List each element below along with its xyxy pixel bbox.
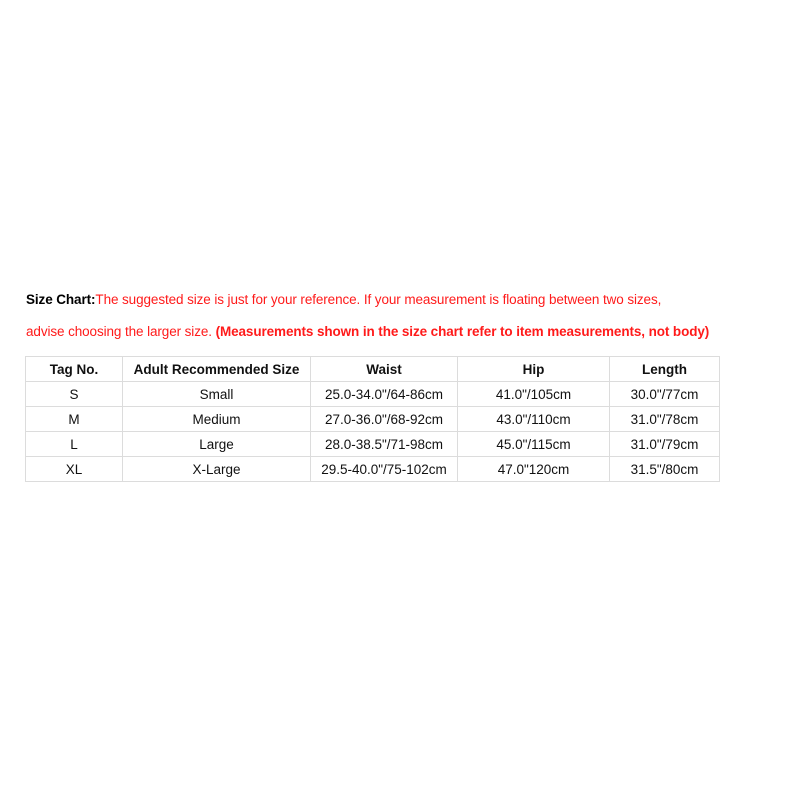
cell-waist: 29.5-40.0"/75-102cm <box>311 457 458 482</box>
cell-size: Small <box>123 382 311 407</box>
header-length: Length <box>610 357 720 382</box>
header-waist: Waist <box>311 357 458 382</box>
header-hip: Hip <box>458 357 610 382</box>
table-row <box>26 407 720 432</box>
size-chart-table <box>25 356 720 482</box>
cell-length: 31.0"/78cm <box>610 407 720 432</box>
size-chart-note-line-1 <box>26 292 661 307</box>
measurement-disclaimer: (Measurements shown in the size chart refer to item measurements, not body) <box>215 324 710 339</box>
cell-length: 31.0"/79cm <box>610 432 720 457</box>
cell-tag: XL <box>26 457 123 482</box>
size-chart-note-line-2 <box>26 324 709 339</box>
cell-hip: 41.0"/105cm <box>458 382 610 407</box>
table-row <box>26 382 720 407</box>
cell-size: Large <box>123 432 311 457</box>
cell-length: 31.5"/80cm <box>610 457 720 482</box>
cell-waist: 27.0-36.0"/68-92cm <box>311 407 458 432</box>
table-header-row <box>26 357 720 382</box>
cell-hip: 43.0"/110cm <box>458 407 610 432</box>
cell-tag: M <box>26 407 123 432</box>
cell-tag: S <box>26 382 123 407</box>
cell-waist: 28.0-38.5"/71-98cm <box>311 432 458 457</box>
cell-hip: 47.0"120cm <box>458 457 610 482</box>
size-advice-text: The suggested size is just for your reference. If your measurement is floating between two sizes, <box>95 292 662 307</box>
table-row <box>26 432 720 457</box>
header-adult-recommended-size: Adult Recommended Size <box>123 357 311 382</box>
cell-size: X-Large <box>123 457 311 482</box>
size-chart-label: Size Chart: <box>26 292 96 307</box>
table-row <box>26 457 720 482</box>
cell-hip: 45.0"/115cm <box>458 432 610 457</box>
cell-tag: L <box>26 432 123 457</box>
cell-size: Medium <box>123 407 311 432</box>
header-tag-no: Tag No. <box>26 357 123 382</box>
size-advice-continued: advise choosing the larger size. <box>26 324 216 339</box>
cell-length: 30.0"/77cm <box>610 382 720 407</box>
cell-waist: 25.0-34.0"/64-86cm <box>311 382 458 407</box>
